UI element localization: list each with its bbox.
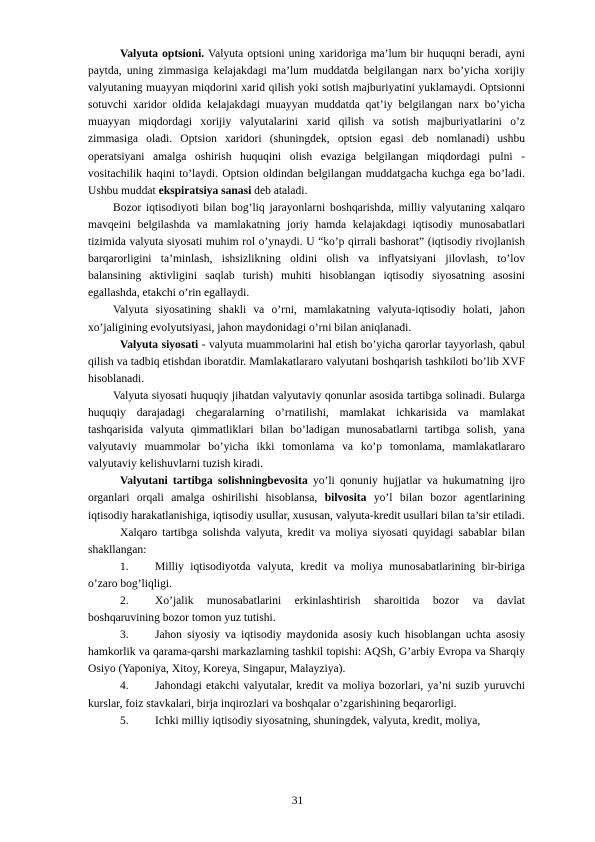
paragraph-bozor-iqtisodiyoti: Bozor iqtisodiyoti bilan bog’liq jarayonlarni boshqarishda, milliy valyutaning xalqaro mavqeini belgilashda va mamlakatning joriy hamda kelajakdagi iqtisodiy munosabatlari tizimida valyuta siyosati muhim rol o’ynaydi. U “ko’p qirrali bashorat” (iqtisodiy rivojlanish barqarorligini ta’minlash, ishsizlikning oldini olish va inflyatsiyani jilovlash, to’lov balansining aktivligini saqlab turish) muhiti hisoblangan iqtisodiy siyosatning asosini egallashda, etakchi o’rin egallaydi. <box>88 201 525 300</box>
paragraph-bevosita-bilvosita: Valyutani tartibga solishningbevosita yo’li qonuniy hujjatlar va hukumatning ijro organlari orqali amalga oshirilishi hisoblansa, bilvosita yo’l bilan bozor agentlarining iqtisodiy harakatlanishiga, iqtisodiy usullar, xususan, valyuta-kredit usullari bilan ta’sir etiladi. <box>88 475 525 522</box>
term-valyuta-siyosati: Valyuta siyosati <box>120 338 199 351</box>
paragraph-valyuta-siyosati-def: Valyuta siyosati - valyuta muammolarini hal etish bo’yicha qarorlar tayyorlash, qabul qilish va tadbiq etishdan iboratdir. Mamlakatlararo valyutani boshqarish tashkiloti bo’lib XVF hisoblanadi. <box>88 338 525 385</box>
term-bilvosita: bilvosita <box>324 492 367 505</box>
list-item: 5. Ichki milliy iqtisodiy siyosatning, shuningdek, valyuta, kredit, moliya, <box>88 713 525 730</box>
term-ekspiratsiya-sanasi: ekspiratsiya sanasi <box>158 184 252 197</box>
paragraph-valyuta-optsioni: Valyuta optsioni. Valyuta optsioni uning xaridoriga ma’lum bir huquqni beradi, ayni paytda, uning zimmasiga kelajakdagi ma’lum muddatda belgilangan narx bo’yicha xorijiy valyutaning muayyan miqdorini xarid qilish yoki sotish majburiyatini yuklamaydi. Optsionni sotuvchi xaridor oldida kelajakdagi muayyan muddatda qat’iy belgilangan narx bo’yicha muayyan miqdordagi xorijiy valyutalarini xarid qilish va sotish majburiyatlarini o’z zimmasiga oladi. Optsion xaridori (shuningdek, optsion egasi deb nomlanadi) ushbu operatsiyani amalga oshirish huquqini olish evaziga belgilangan miqdordagi pulni - vositachilik haqini to’laydi. Optsion oldindan belgilangan muddatgacha kuchga ega bo’ladi. Ushbu muddat ekspiratsiya sanasi deb ataladi. <box>88 48 525 197</box>
list-item: 3. Jahon siyosiy va iqtisodiy maydonida asosiy kuch hisoblangan uchta asosiy hamkorlik va qarama-qarshi markazlarning tashkil topishi: AQSh, G’arbiy Evropa va Sharqiy Osiyo (Yaponiya, Xitoy, Koreya, Singapur, Malayziya). <box>88 629 525 676</box>
list-item: 4. Jahondagi etakchi valyutalar, kredit va moliya bozorlari, ya’ni suzib yuruvchi kurslar, foiz stavkalari, birja inqirozlari va boshqalar o’zgarishining beqarorligi. <box>88 680 525 710</box>
term-valyuta-optsioni: Valyuta optsioni. <box>120 48 205 60</box>
paragraph-siyosat-shakli: Valyuta siyosatining shakli va o’rni, mamlakatning valyuta-iqtisodiy holati, jahon xo’jaligining evolyutsiyasi, jahon maydonidagi o’rni bilan aniqlanadi. <box>88 304 525 334</box>
list-number: 2. <box>120 595 129 607</box>
list-number: 4. <box>120 680 129 693</box>
paragraph-huquqiy-jihat: Valyuta siyosati huquqiy jihatdan valyutaviy qonunlar asosida tartibga solinadi. Bularga huquqiy darajadagi chegaralarning o’rnatilishi, mamlakat ichkarisida va mamlakat tashqarisida valyuta qimmatliklari bilan bo’ladigan munosabatlarni tartibga solish, yana valyutaviy muammolar bo’yicha ikki tomonlama va ko’p tomonlama, mamlakatlararo valyutaviy kelishuvlarni tuzish kiradi. <box>88 389 525 471</box>
list-number: 5. <box>120 714 129 727</box>
document-page <box>88 46 525 730</box>
list-item: 2. Xo’jalik munosabatlarini erkinlashtirish sharoitida bozor va davlat boshqaruvining bozor tomon yuz tutishi. <box>88 595 525 625</box>
term-bevosita: Valyutani tartibga solishningbevosita <box>120 475 308 488</box>
list-item: 1. Milliy iqtisodiyotda valyuta, kredit va moliya munosabatlarining bir-biriga o’zaro bog’liqligi. <box>88 560 525 590</box>
list-number: 1. <box>120 560 129 573</box>
paragraph-sabablar-intro: Xalqaro tartibga solishda valyuta, kredit va moliya siyosati quyidagi sabablar bilan shakllangan: <box>88 526 525 556</box>
page-number: 31 <box>291 795 304 807</box>
list-number: 3. <box>120 629 129 642</box>
